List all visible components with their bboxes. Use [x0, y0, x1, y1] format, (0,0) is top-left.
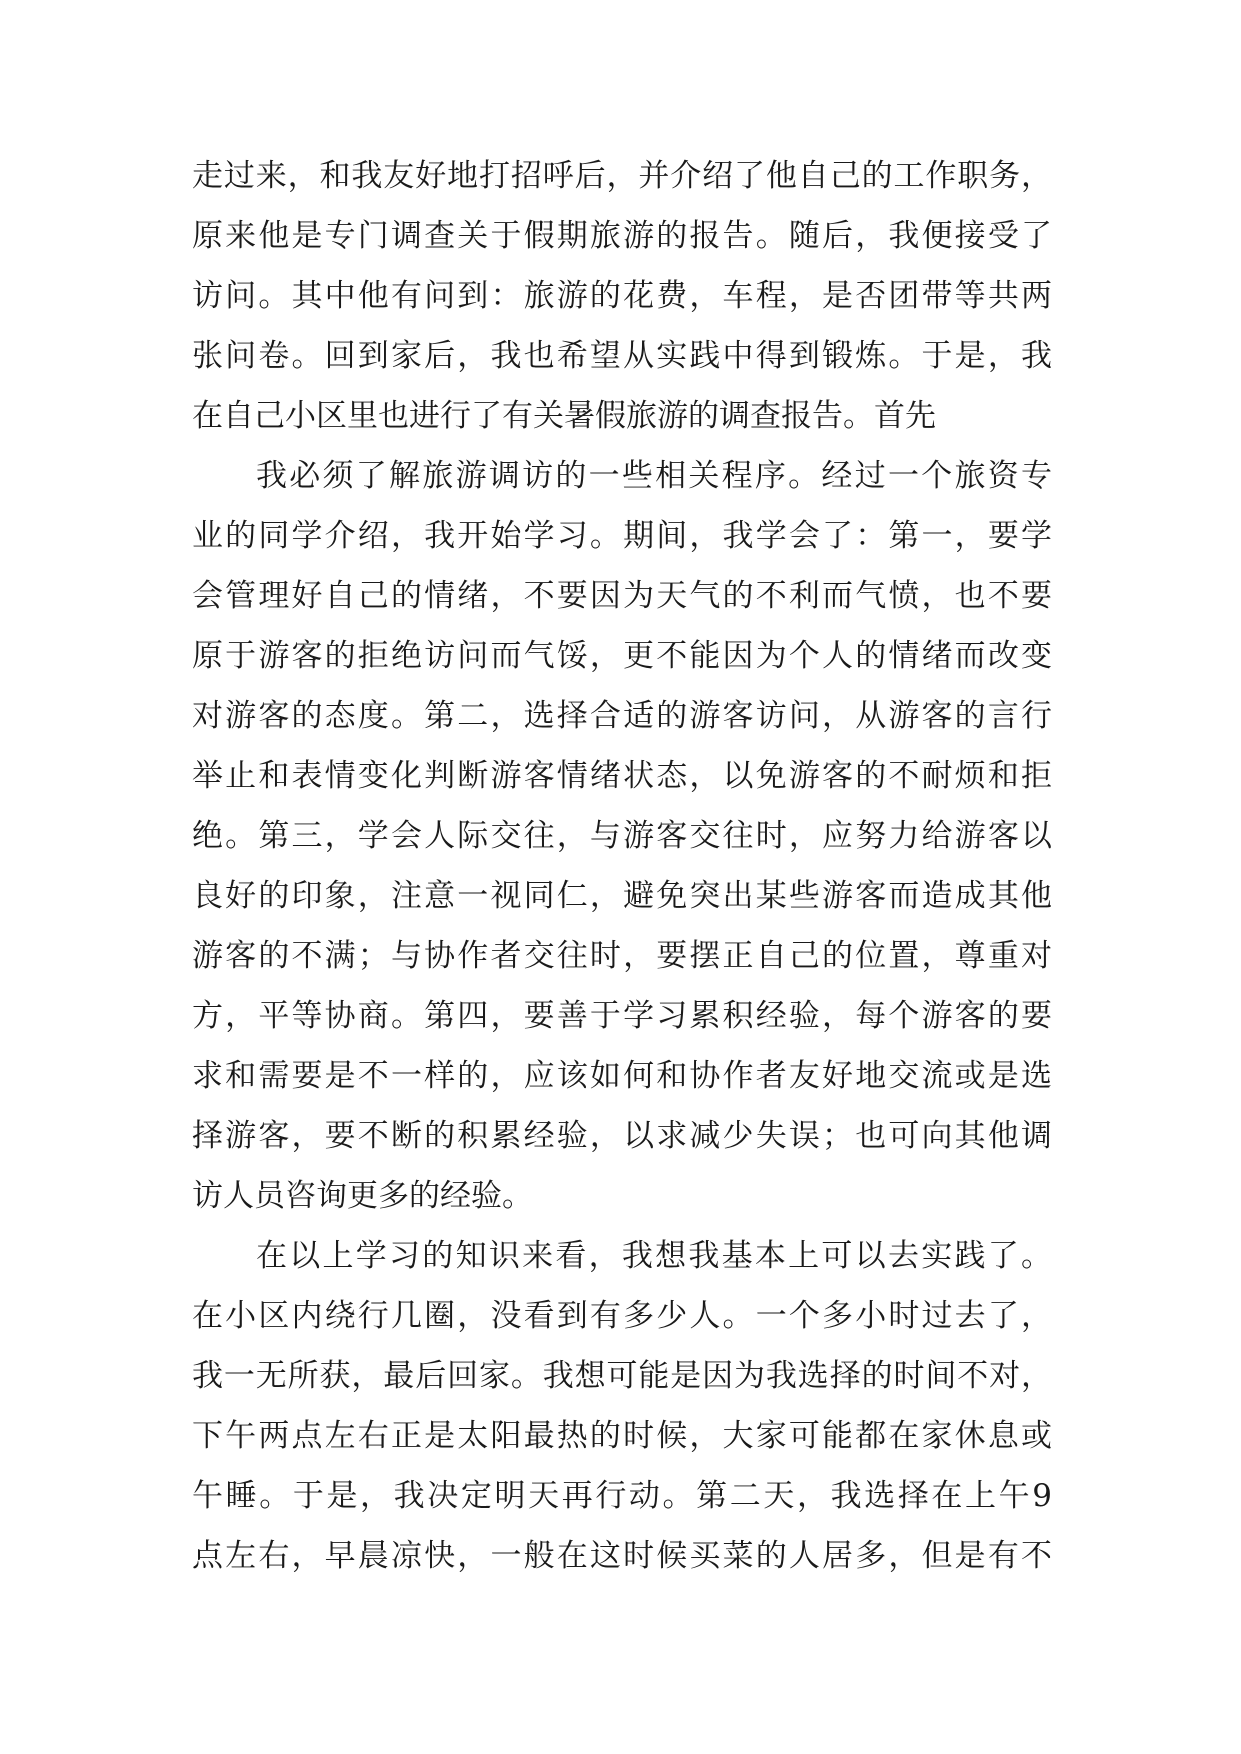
text-line: 良好的印象，注意一视同仁，避免突出某些游客而造成其他	[192, 878, 1052, 914]
text-line: 走过来，和我友好地打招呼后，并介绍了他自己的工作职务，	[192, 158, 1052, 194]
text-line: 访人员咨询更多的经验。	[192, 1178, 533, 1214]
text-line: 访问。其中他有问到：旅游的花费，车程，是否团带等共两	[192, 278, 1052, 314]
text-line: 在小区内绕行几圈，没看到有多少人。一个多小时过去了，	[192, 1298, 1052, 1334]
text-line: 择游客，要不断的积累经验，以求减少失误；也可向其他调	[192, 1118, 1052, 1154]
text-line: 游客的不满；与协作者交往时，要摆正自己的位置，尊重对	[192, 938, 1052, 974]
text-line: 原来他是专门调查关于假期旅游的报告。随后，我便接受了	[192, 218, 1052, 254]
text-line: 点左右，早晨凉快，一般在这时候买菜的人居多，但是有不	[192, 1538, 1052, 1574]
text-line: 举止和表情变化判断游客情绪状态，以免游客的不耐烦和拒	[192, 758, 1052, 794]
text-line: 下午两点左右正是太阳最热的时候，大家可能都在家休息或	[192, 1418, 1052, 1454]
paragraph-first-line: 我必须了解旅游调访的一些相关程序。经过一个旅资专	[256, 458, 1052, 494]
paragraph-first-line: 在以上学习的知识来看，我想我基本上可以去实践了。	[256, 1238, 1052, 1274]
text-line: 绝。第三，学会人际交往，与游客交往时，应努力给游客以	[192, 818, 1052, 854]
text-line: 业的同学介绍，我开始学习。期间，我学会了：第一，要学	[192, 518, 1052, 554]
text-line: 会管理好自己的情绪，不要因为天气的不利而气愤，也不要	[192, 578, 1052, 614]
text-line: 我一无所获，最后回家。我想可能是因为我选择的时间不对，	[192, 1358, 1052, 1394]
text-line: 方，平等协商。第四，要善于学习累积经验，每个游客的要	[192, 998, 1052, 1034]
text-line: 原于游客的拒绝访问而气馁，更不能因为个人的情绪而改变	[192, 638, 1052, 674]
text-line: 对游客的态度。第二，选择合适的游客访问，从游客的言行	[192, 698, 1052, 734]
text-line: 在自己小区里也进行了有关暑假旅游的调查报告。首先	[192, 398, 936, 434]
text-line: 午睡。于是，我决定明天再行动。第二天，我选择在上午9	[192, 1478, 1052, 1514]
text-line: 求和需要是不一样的，应该如何和协作者友好地交流或是选	[192, 1058, 1052, 1094]
text-line: 张问卷。回到家后，我也希望从实践中得到锻炼。于是，我	[192, 338, 1052, 374]
